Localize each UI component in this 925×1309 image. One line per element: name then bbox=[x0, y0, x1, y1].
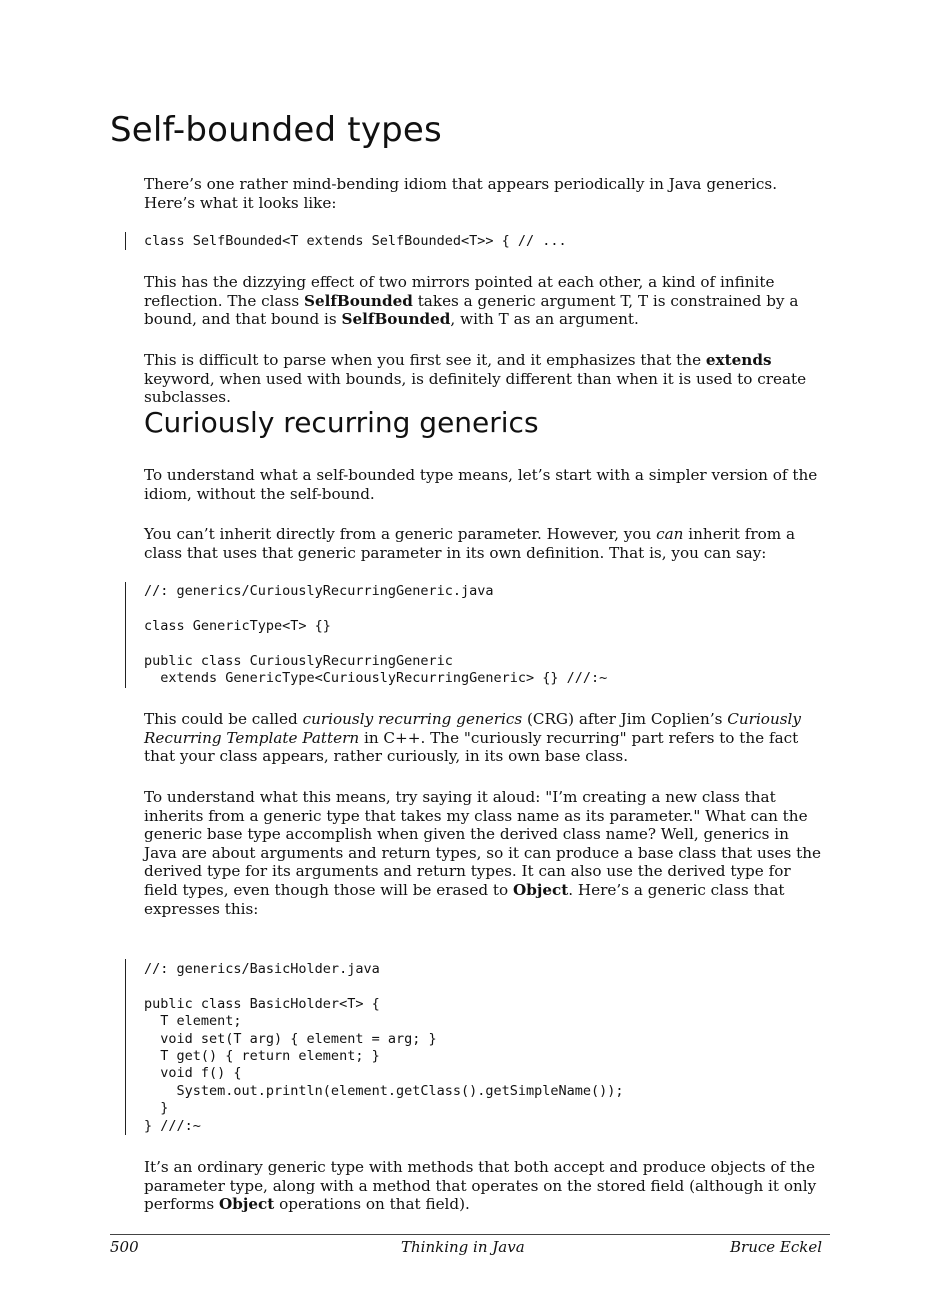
page-number: 500 bbox=[110, 1238, 139, 1256]
term-crg: curiously recurring generics bbox=[302, 710, 523, 728]
class-name-object: Object bbox=[512, 880, 569, 899]
code-margin-bar bbox=[125, 232, 126, 250]
class-name-selfbounded: SelfBounded bbox=[303, 291, 413, 310]
paragraph-meaning: To understand what this means, try saying it aloud: "I’m creating a new class that inherits from a generic type that takes my class name as its parameter." What can the generic base type accomplish when given the derived class name? Well, generics in Java are about arguments and return types, so it can produce a base class that uses the derived type for its arguments and return types. It can also use the derived type for field types, even though those will be erased to Object. Here’s a generic class that expresses this: bbox=[144, 788, 822, 918]
code-listing-crg: //: generics/CuriouslyRecurringGeneric.java class GenericType<T> {} public class CuriouslyRecurringGeneric extends GenericType<CuriouslyRecurringGeneric> {} ///:~ bbox=[144, 583, 608, 687]
code-margin-bar bbox=[125, 582, 126, 688]
paragraph-understand: To understand what a self-bounded type means, let’s start with a simpler version of the idiom, without the self-bound. bbox=[144, 466, 818, 503]
footer-rule bbox=[110, 1234, 830, 1235]
section-heading: Self-bounded types bbox=[110, 110, 442, 150]
emphasis-can: can bbox=[656, 525, 684, 543]
term-crtp: Curiously Recurring Template Pattern bbox=[144, 710, 801, 747]
code-listing-basicholder: //: generics/BasicHolder.java public class BasicHolder<T> { T element; void set(T arg) { element = arg; } T get() { return element; } void f() { System.out.println(element.getClass().getSimpleName()); } } ///:~ bbox=[144, 961, 624, 1134]
book-title: Thinking in Java bbox=[401, 1238, 525, 1256]
paragraph-intro: There’s one rather mind-bending idiom that appears periodically in Java generics. Here’s what it looks like: bbox=[144, 175, 778, 212]
paragraph-mirrors: This has the dizzying effect of two mirrors pointed at each other, a kind of infinite reflection. The class SelfBounded takes a generic argument T, T is constrained by a bound, and that bound is SelfBounded, with T as an argument. bbox=[144, 273, 799, 329]
author-name: Bruce Eckel bbox=[730, 1238, 823, 1256]
class-name-object-2: Object bbox=[219, 1195, 275, 1214]
paragraph-crg: This could be called curiously recurring generics (CRG) after Jim Coplien’s Curiously Recurring Template Pattern in C++. The "curiously recurring" part refers to the fact that your class appears, rather curiously, in its own base class. bbox=[144, 710, 801, 766]
keyword-extends: extends bbox=[705, 351, 772, 369]
subsection-heading: Curiously recurring generics bbox=[144, 406, 539, 439]
paragraph-ordinary: It’s an ordinary generic type with methods that both accept and produce objects of the parameter type, along with a method that operates on the stored field (although it only performs Object operations on that field). bbox=[144, 1158, 817, 1214]
class-name-selfbounded-2: SelfBounded bbox=[341, 310, 451, 329]
paragraph-extends: This is difficult to parse when you first see it, and it emphasizes that the extends keyword, when used with bounds, is definitely different than when it is used to create subclasses. bbox=[144, 351, 807, 407]
code-listing-selfbounded: class SelfBounded<T extends SelfBounded<T>> { // ... bbox=[144, 233, 567, 249]
code-margin-bar bbox=[125, 959, 126, 1135]
paragraph-inherit: You can’t inherit directly from a generic parameter. However, you can inherit from a class that uses that generic parameter in its own definition. That is, you can say: bbox=[144, 525, 796, 562]
